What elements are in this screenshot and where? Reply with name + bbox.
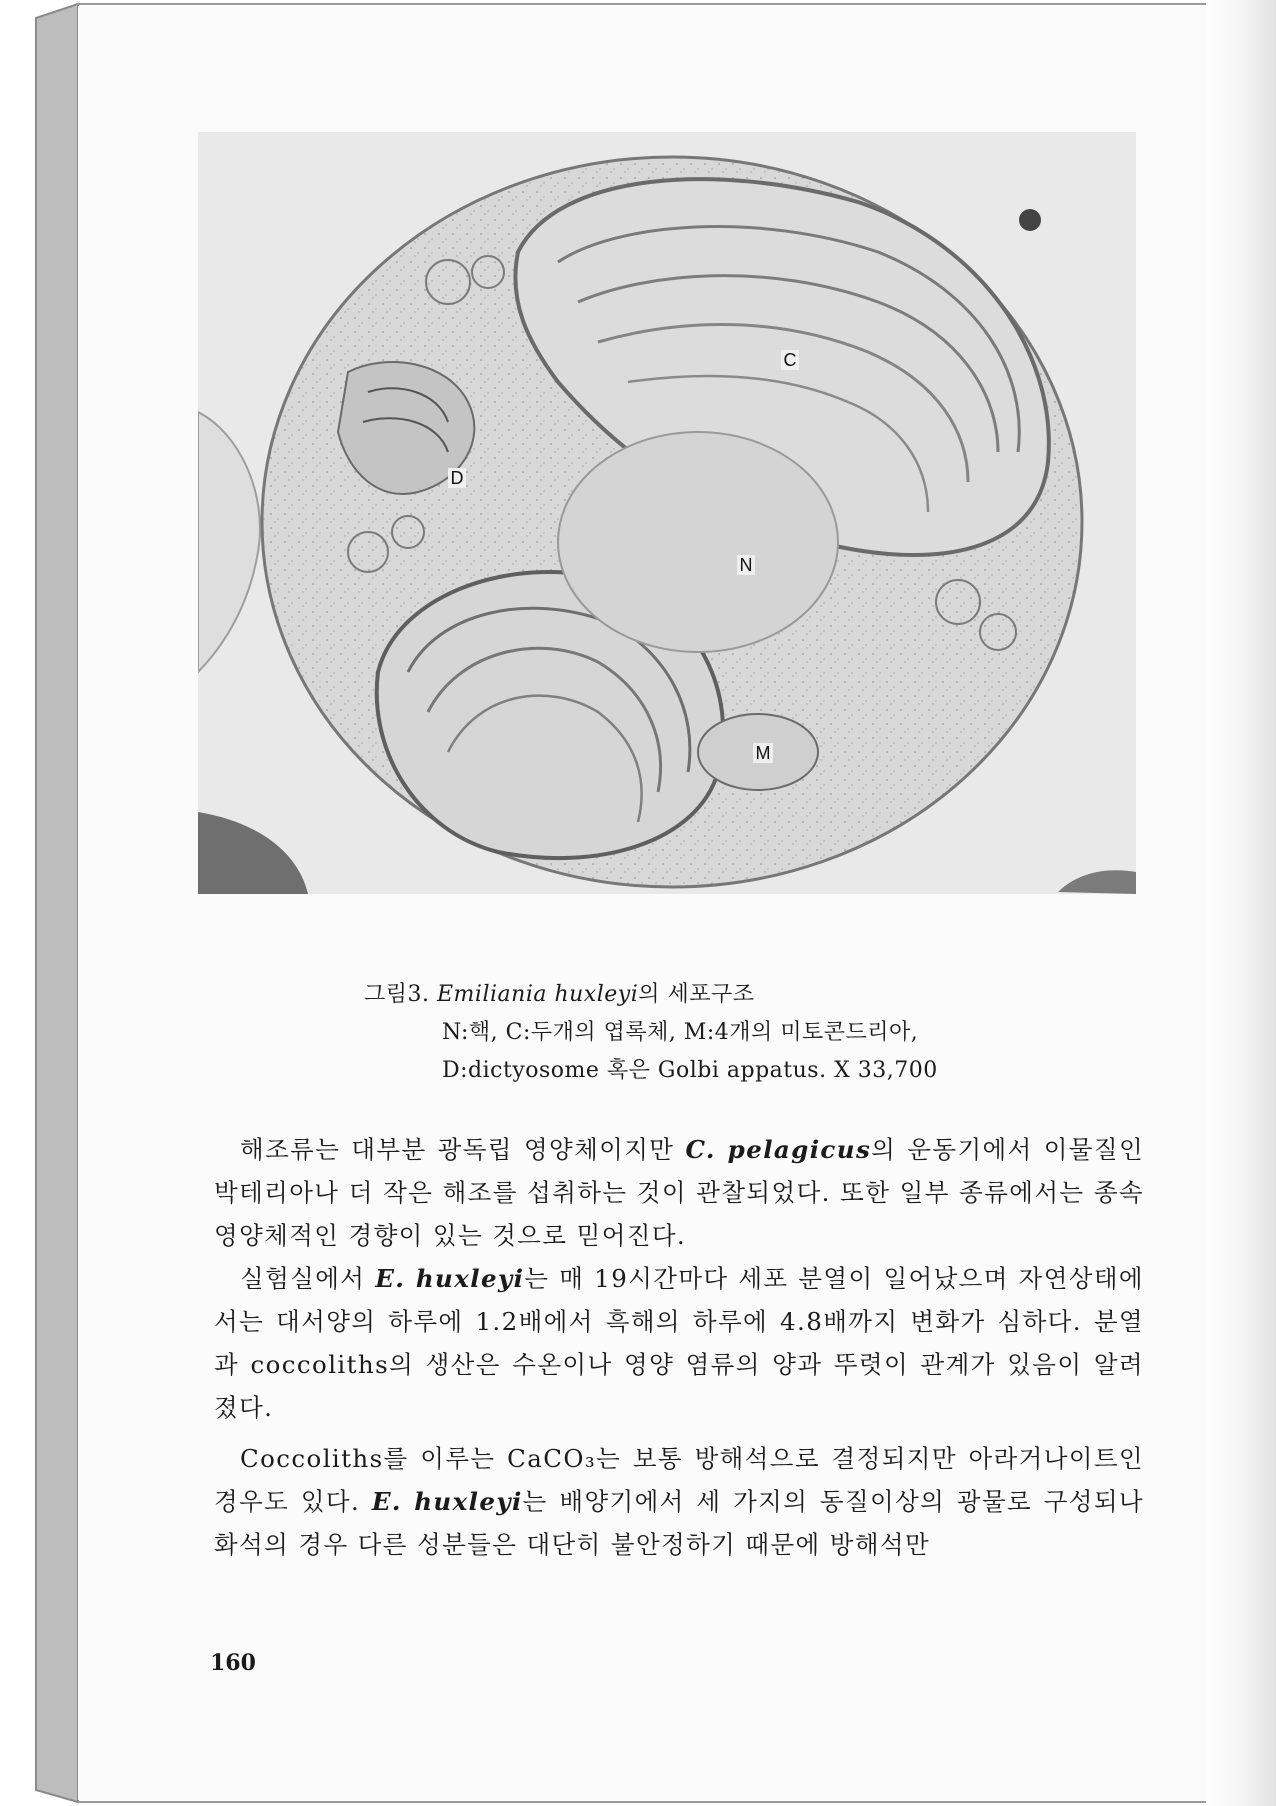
label-mitochondria: M: [755, 743, 771, 763]
label-chloroplast: C: [783, 350, 797, 370]
caption-line-2: N:핵, C:두개의 엽록체, M:4개의 미토콘드리아,: [442, 1020, 919, 1045]
label-dictyosome: D: [450, 468, 464, 488]
caption-prefix: 그림3.: [364, 982, 437, 1007]
paragraph-1: [214, 1128, 1144, 1257]
paragraph-3-species: E. huxleyi: [371, 1487, 523, 1516]
paragraph-2-text-a: 실험실에서: [240, 1264, 376, 1293]
caption-suffix: 의 세포구조: [638, 982, 755, 1007]
paragraph-2-species: E. huxleyi: [375, 1264, 525, 1293]
paragraph-3-text-a: Coccoliths를 이루는 CaCO₃는 보통 방해석으로 결정되지만 아라거나이트인 경우도 있다.: [214, 1444, 1144, 1516]
paragraph-1-species: C. pelagicus: [685, 1135, 872, 1164]
paragraph-3-text-b: 는 배양기에서 세 가지의 동질이상의 광물로 구성되나 화석의 경우 다른 성분들은 대단히 불안정하기 때문에 방해석만: [214, 1487, 1144, 1559]
caption-species: Emiliania huxleyi: [437, 982, 639, 1007]
paragraph-2-text-b: 는 매 19시간마다 세포 분열이 일어났으며 자연상태에서는 대서양의 하루에 1.2배에서 흑해의 하루에 4.8배까지 변화가 심하다. 분열과 coccoliths의 생산은 수온이나 영양 염류의 양과 뚜렷이 관계가 있음이 알려졌다.: [214, 1264, 1144, 1422]
page-edge-shadow: [1206, 0, 1276, 1806]
body-text: [214, 1128, 1144, 1566]
paragraph-3: [214, 1437, 1144, 1566]
paragraph-2: [214, 1257, 1144, 1429]
caption-title: [364, 976, 1064, 1014]
figure-caption: [364, 976, 1064, 1090]
page-number: 160: [210, 1650, 256, 1676]
paragraph-1-text-a: 해조류는 대부분 광독립 영양체이지만: [240, 1135, 686, 1164]
cell-micrograph: [198, 132, 1136, 894]
paragraph-1-text-b: 의 운동기에서 이물질인 박테리아나 더 작은 해조를 섭취하는 것이 관찰되었다. 또한 일부 종류에서는 종속 영양체적인 경향이 있는 것으로 믿어진다.: [214, 1135, 1145, 1250]
label-nucleus: N: [739, 555, 753, 575]
caption-line-3: D:dictyosome 혹은 Golbi appatus. X 33,700: [442, 1058, 938, 1083]
